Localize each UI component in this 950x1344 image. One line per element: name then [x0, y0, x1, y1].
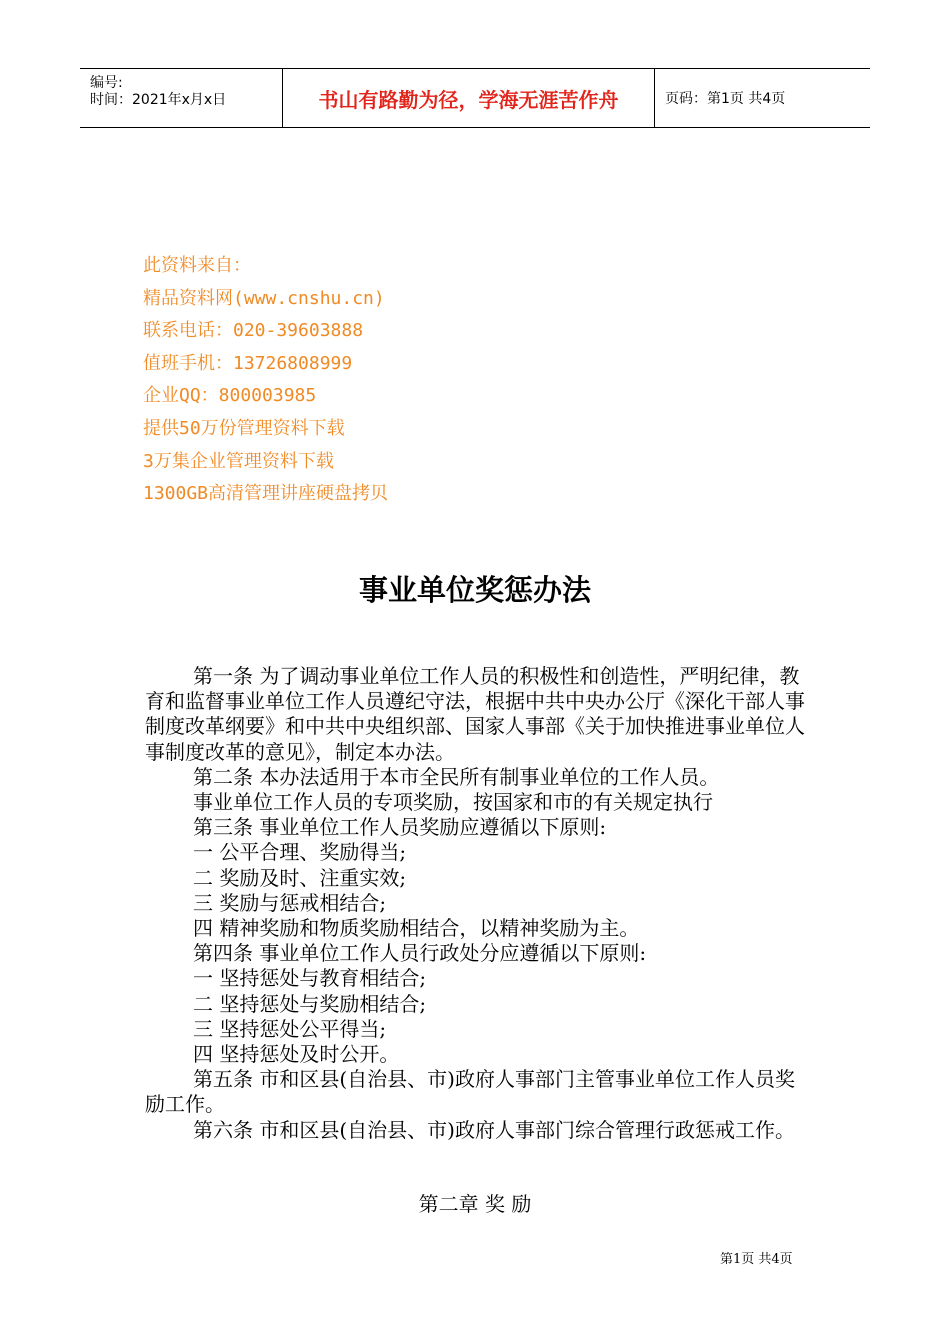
- article-3: 第三条 事业单位工作人员奖励应遵循以下原则:: [193, 815, 607, 840]
- header-motto: 书山有路勤为径，学海无涯苦作舟: [282, 69, 655, 127]
- source-ad-block: [143, 250, 388, 511]
- principle-item: 二 奖励及时、注重实效;: [193, 865, 407, 890]
- ad-line: 精品资料网(www.cnshu.cn): [143, 287, 385, 309]
- principle-item: 二 坚持惩处与奖励相结合;: [193, 991, 427, 1016]
- article-2-note: 事业单位工作人员的专项奖励，按国家和市的有关规定执行: [193, 790, 713, 815]
- ad-line: 企业QQ：800003985: [143, 385, 317, 407]
- ad-line: 联系电话：020-39603888: [143, 320, 364, 342]
- principle-item: 四 精神奖励和物质奖励相结合，以精神奖励为主。: [193, 916, 640, 941]
- principle-item: 三 坚持惩处公平得当;: [193, 1016, 387, 1041]
- article-2: 第二条 本办法适用于本市全民所有制事业单位的工作人员。: [193, 764, 720, 789]
- article-5: 第五条 市和区县(自治县、市)政府人事部门主管事业单位工作人员奖励工作。: [145, 1067, 795, 1117]
- article-1: 第一条 为了调动事业单位工作人员的积极性和创造性，严明纪律，教育和监督事业单位工作人员遵纪守法，根据中共中央办公厅《深化干部人事制度改革纲要》和中共中央组织部、国家人事部《关于加快推进事业单位人事制度改革的意见》，制定本办法。: [145, 664, 805, 764]
- page-header: [80, 68, 870, 128]
- number-label: 编号:: [90, 75, 123, 91]
- principle-item: 一 坚持惩处与教育相结合;: [193, 966, 427, 991]
- principle-item: 四 坚持惩处及时公开。: [193, 1042, 400, 1067]
- document-title: 事业单位奖惩办法: [358, 573, 591, 607]
- article-4: 第四条 事业单位工作人员行政处分应遵循以下原则:: [193, 941, 647, 966]
- principle-item: 三 奖励与惩戒相结合;: [193, 890, 387, 915]
- document-body: [145, 664, 810, 1143]
- header-page-info: 页码：第1页 共4页: [665, 91, 786, 107]
- ad-line: 值班手机：13726808999: [143, 352, 353, 374]
- ad-line: 此资料来自：: [143, 255, 251, 276]
- ad-line: 提供50万份管理资料下载: [143, 417, 345, 439]
- article-6: 第六条 市和区县(自治县、市)政府人事部门综合管理行政惩戒工作。: [193, 1117, 795, 1142]
- principle-item: 一 公平合理、奖励得当;: [193, 840, 407, 865]
- footer-page-info: 第1页 共4页: [720, 1252, 793, 1267]
- chapter-heading: 第二章 奖 励: [418, 1192, 532, 1216]
- header-meta: [80, 69, 282, 127]
- ad-line: 3万集企业管理资料下载: [143, 450, 334, 472]
- ad-line: 1300GB高清管理讲座硬盘拷贝: [143, 483, 389, 505]
- time-label: 时间：2021年x月x日: [90, 92, 227, 108]
